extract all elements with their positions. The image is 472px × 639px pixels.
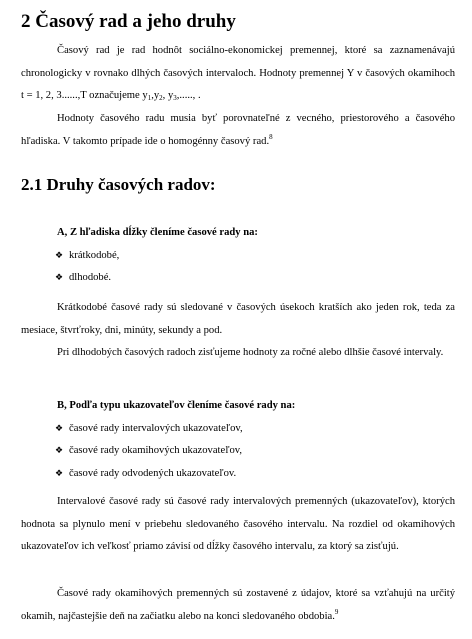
short-term-paragraph (21, 297, 455, 365)
diamond-bullet-icon: ❖ (55, 446, 64, 457)
group-b-heading: B, Podľa typu ukazovateľov členíme časové rady na: (57, 400, 296, 411)
group-a (21, 222, 455, 290)
interval-paragraph (21, 491, 455, 559)
paragraph-short-term: Krátkodobé časové rady sú sledované v časových úsekoch kratších ako jeden rok, teda za mesiace, štvrťroky, dni, minúty, sekundy a pod. (21, 302, 455, 336)
diamond-bullet-icon: ❖ (55, 273, 64, 284)
footnote-ref-8: 8 (269, 132, 273, 141)
group-a-list (21, 245, 455, 290)
group-b (21, 395, 455, 485)
footnote-ref-9: 9 (334, 607, 339, 616)
instant-paragraph (21, 583, 455, 628)
paragraph-time-series-definition: Časový rad je rad hodnôt sociálno-ekonomickej premennej, ktoré sa zaznamenávajú chronologicky v rovnako dlhých časových intervaloch. Hodnoty premennej Y v časových okamihoch t = 1, 2, 3......,T označujeme $y_1,y_2$, $y_3$,....., . (21, 45, 455, 103)
section-title: 2.1 Druhy časových radov: (21, 175, 216, 194)
paragraph-homogeneity: Hodnoty časového radu musia byť porovnateľné z vecného, priestorového a časového hľadiska. V takomto prípade ide o homogénny časový rad.$^8$ (21, 113, 455, 147)
diamond-bullet-icon: ❖ (55, 468, 64, 479)
intro-paragraph-2 (21, 108, 455, 153)
group-b-list (21, 418, 455, 486)
list-item: ❖ časové rady odvodených ukazovateľov. (55, 463, 455, 486)
chapter-title: 2 Časový rad a jeho druhy (21, 11, 236, 32)
list-item: ❖ časové rady intervalových ukazovateľov, (55, 418, 455, 441)
paragraph-interval-series: Intervalové časové rady sú časové rady intervalových premenných (ukazovateľov), ktorých hodnota sa plynulo mení v priebehu sledovaného časového intervalu. Na rozdiel od okamihových ukazovateľov ich veľkosť priamo závisí od dĺžky časového intervalu, za ktorý sa zisťujú. (21, 496, 455, 553)
list-item: ❖ časové rady okamihových ukazovateľov, (55, 440, 455, 463)
list-item: ❖ dlhodobé. (55, 267, 455, 290)
paragraph-long-term: Pri dlhodobých časových radoch zisťujeme hodnoty za ročné alebo dlhšie časové intervaly. (57, 347, 444, 359)
diamond-bullet-icon: ❖ (55, 423, 64, 434)
intro-paragraph-1 (21, 40, 455, 108)
diamond-bullet-icon: ❖ (55, 250, 64, 261)
group-a-heading: A, Z hľadiska dĺžky členíme časové rady na: (57, 227, 258, 238)
list-item: ❖ krátkodobé, (55, 245, 455, 268)
paragraph-instant-series: Časové rady okamihových premenných sú zostavené z údajov, ktoré sa vzťahujú na určitý okamih, najčastejšie deň na začiatku alebo na konci sledovaného obdobia.$^9$ (21, 588, 455, 622)
